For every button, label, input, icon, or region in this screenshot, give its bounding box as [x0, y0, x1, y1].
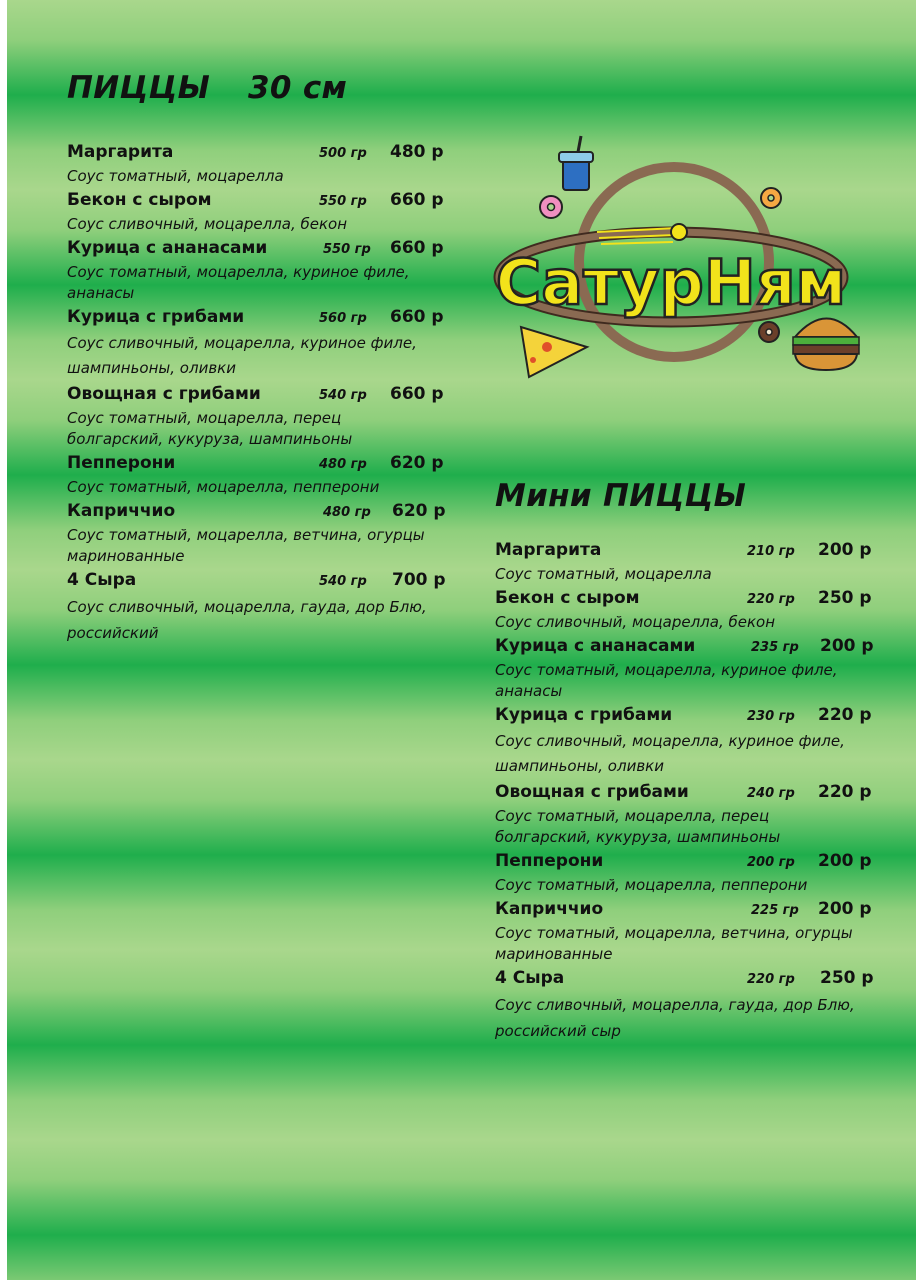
item-price: 200 р — [818, 851, 872, 871]
burger-icon — [793, 319, 859, 371]
menu-item — [495, 540, 875, 588]
item-name: 4 Сыра — [495, 968, 565, 988]
star-dot — [671, 224, 687, 240]
menu-item — [495, 899, 875, 968]
donut-icon — [540, 196, 562, 218]
item-price: 660 р — [390, 384, 444, 404]
menu-item — [495, 636, 875, 705]
satur-nyam-logo — [489, 132, 869, 382]
item-price: 620 р — [390, 453, 444, 473]
item-description: Соус томатный, моцарелла, ветчина, огурцы маринованные — [67, 526, 425, 565]
menu-page — [7, 0, 916, 1280]
menu-item — [495, 851, 875, 899]
item-price: 660 р — [390, 190, 444, 210]
item-description: Соус томатный, моцарелла, куриное филе, ананасы — [495, 661, 838, 700]
donut-icon — [759, 322, 779, 342]
item-price: 700 р — [392, 570, 446, 590]
item-price: 220 р — [818, 705, 872, 725]
item-name: Бекон с сыром — [495, 588, 640, 608]
menu-list — [67, 142, 447, 649]
item-weight: 235 гр — [751, 640, 799, 655]
item-description: Соус томатный, моцарелла, перец болгарский, кукуруза, шампиньоны — [495, 807, 781, 846]
item-name: Маргарита — [67, 142, 174, 162]
item-name: Овощная с грибами — [67, 384, 261, 404]
mini-pizza-section — [495, 478, 875, 1047]
menu-item — [495, 782, 875, 851]
menu-item — [67, 238, 447, 307]
pizza-30cm-section — [67, 70, 447, 649]
item-weight: 480 гр — [319, 457, 367, 472]
item-price: 660 р — [390, 307, 444, 327]
item-weight: 550 гр — [319, 194, 367, 209]
item-weight: 480 гр — [323, 505, 371, 520]
item-name: Курица с грибами — [495, 705, 673, 725]
item-weight: 225 гр — [751, 903, 799, 918]
section-title: Мини ПИЦЦЫ — [495, 478, 747, 514]
item-name: Каприччио — [495, 899, 604, 919]
menu-item — [67, 384, 447, 453]
menu-list — [495, 540, 875, 1047]
item-description: Соус сливочный, моцарелла, бекон — [67, 215, 348, 233]
item-name: Бекон с сыром — [67, 190, 212, 210]
item-name: Пепперони — [67, 453, 176, 473]
menu-item — [67, 570, 447, 649]
item-description: Соус томатный, моцарелла, куриное филе, ананасы — [67, 263, 410, 302]
menu-item — [67, 453, 447, 501]
item-weight: 220 гр — [747, 972, 795, 987]
item-weight: 220 гр — [747, 592, 795, 607]
item-weight: 540 гр — [319, 574, 367, 589]
item-description: Соус томатный, моцарелла, пепперони — [67, 478, 380, 496]
pizza-slice-icon — [521, 327, 587, 377]
item-price: 250 р — [820, 968, 874, 988]
item-weight: 560 гр — [319, 311, 367, 326]
menu-item — [67, 501, 447, 570]
item-description: Соус томатный, моцарелла, ветчина, огурцы маринованные — [495, 924, 853, 963]
item-description: Соус сливочный, моцарелла, гауда, дор Блю, российский сыр — [495, 996, 855, 1040]
item-price: 200 р — [818, 899, 872, 919]
item-name: Курица с ананасами — [495, 636, 696, 656]
logo-text: СатурНям — [495, 246, 847, 319]
item-weight: 500 гр — [319, 146, 367, 161]
item-name: Пепперони — [495, 851, 604, 871]
item-name: Курица с ананасами — [67, 238, 268, 258]
item-name: 4 Сыра — [67, 570, 137, 590]
item-weight: 200 гр — [747, 855, 795, 870]
item-weight: 210 гр — [747, 544, 795, 559]
menu-item — [67, 307, 447, 384]
menu-item — [67, 142, 447, 190]
item-weight: 550 гр — [323, 242, 371, 257]
item-weight: 540 гр — [319, 388, 367, 403]
item-description: Соус сливочный, моцарелла, гауда, дор Блю, российский — [67, 598, 427, 642]
item-description: Соус сливочный, моцарелла, куриное филе, шампиньоны, оливки — [67, 334, 417, 377]
item-description: Соус томатный, моцарелла, пепперони — [495, 876, 808, 894]
menu-item — [495, 588, 875, 636]
item-price: 200 р — [818, 540, 872, 560]
item-description: Соус томатный, моцарелла — [67, 167, 284, 185]
item-price: 250 р — [818, 588, 872, 608]
item-weight: 230 гр — [747, 709, 795, 724]
item-description: Соус сливочный, моцарелла, куриное филе, шампиньоны, оливки — [495, 732, 845, 775]
item-name: Маргарита — [495, 540, 602, 560]
section-title-text: ПИЦЦЫ — [67, 70, 211, 106]
item-name: Курица с грибами — [67, 307, 245, 327]
pizza-size-label: 30 см — [248, 70, 348, 106]
donut-icon — [761, 188, 781, 208]
section-title — [67, 70, 447, 106]
item-price: 200 р — [820, 636, 874, 656]
item-name: Каприччио — [67, 501, 176, 521]
item-description: Соус сливочный, моцарелла, бекон — [495, 613, 776, 631]
menu-item — [67, 190, 447, 238]
menu-item — [495, 705, 875, 782]
item-price: 480 р — [390, 142, 444, 162]
item-name: Овощная с грибами — [495, 782, 689, 802]
item-price: 220 р — [818, 782, 872, 802]
item-description: Соус томатный, моцарелла, перец болгарский, кукуруза, шампиньоны — [67, 409, 353, 448]
item-weight: 240 гр — [747, 786, 795, 801]
item-description: Соус томатный, моцарелла — [495, 565, 712, 583]
logo-graphic — [489, 132, 869, 382]
item-price: 620 р — [392, 501, 446, 521]
drink-icon — [559, 136, 593, 190]
item-price: 660 р — [390, 238, 444, 258]
menu-item — [495, 968, 875, 1047]
